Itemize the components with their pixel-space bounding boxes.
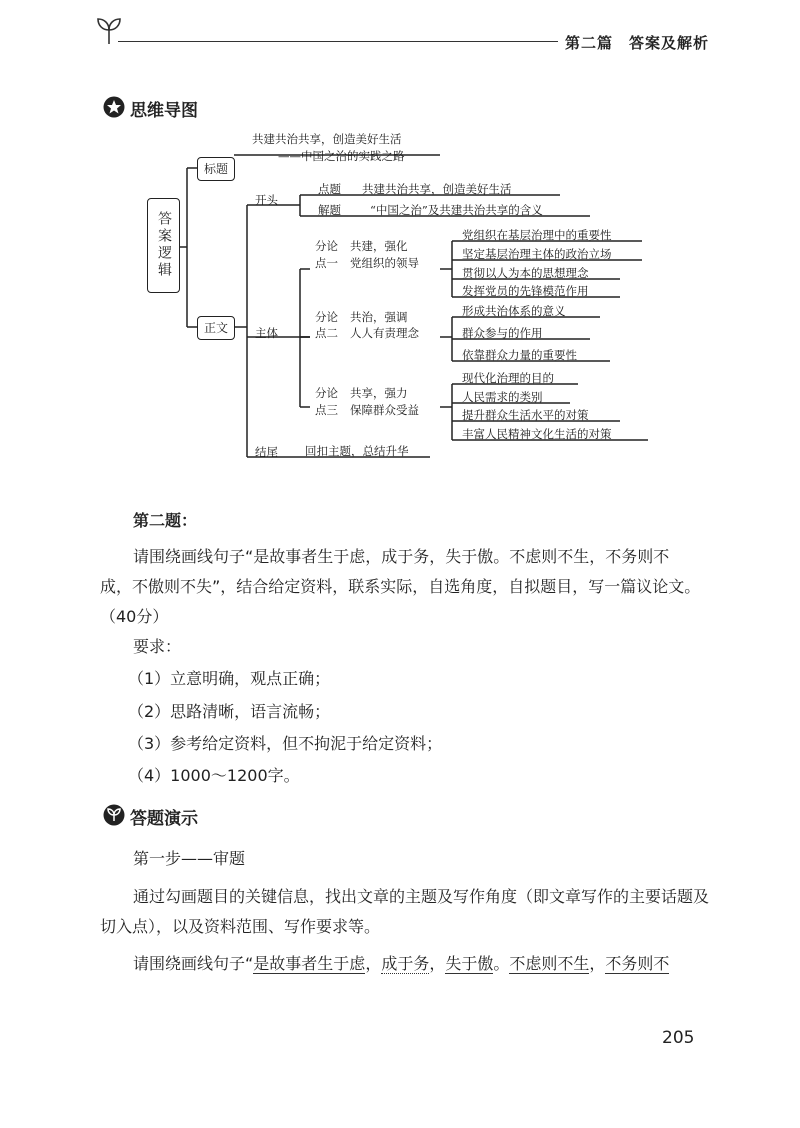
- mindmap-point3-tag1: 分论: [315, 386, 338, 400]
- mindmap-point2-line1: 共治，强调: [350, 310, 408, 324]
- mindmap-title-line2: ——中国之治的实践之路: [278, 149, 405, 163]
- mindmap-point2-tag2: 点二: [315, 326, 338, 340]
- mindmap-point3-item: 人民需求的类别: [462, 390, 543, 404]
- mindmap-opening-tag-1: 点题: [318, 182, 341, 196]
- mindmap-point3-line2: 保障群众受益: [350, 403, 419, 417]
- mindmap-point3-tag2: 点三: [315, 403, 338, 417]
- requirement-item: （3）参考给定资料，但不拘泥于给定资料；: [128, 734, 443, 753]
- mindmap-point1-item: 党组织在基层治理中的重要性: [462, 228, 612, 242]
- requirement-item: （4）1000～1200字。: [128, 766, 300, 785]
- mindmap-root-box: [147, 198, 180, 293]
- mindmap-opening-tag-2: 解题: [318, 203, 341, 217]
- mindmap-point1-line2: 党组织的领导: [350, 256, 419, 270]
- mindmap-title-line1: 共建共治共享，创造美好生活: [252, 132, 402, 146]
- underlined-phrase: 是故事者生于虑: [253, 954, 366, 973]
- question-label: 第二题：: [133, 511, 198, 530]
- mindmap-point1-tag1: 分论: [315, 239, 338, 253]
- demo-step1: 第一步——审题: [133, 849, 246, 868]
- underlined-phrase: 不虑则不生: [509, 954, 590, 973]
- underlined-phrase: 不务则不: [605, 954, 670, 973]
- mindmap-heading: 思维导图: [130, 101, 198, 121]
- mindmap-main-label: 主体: [255, 326, 278, 340]
- sentence-punct: ，: [589, 954, 606, 973]
- header-section-title: 第二篇 答案及解析: [565, 34, 710, 52]
- mindmap-point2-item: 形成共治体系的意义: [462, 304, 566, 318]
- mindmap-body-box: 正文: [197, 316, 235, 340]
- underlined-phrase: 失于傲: [445, 954, 494, 973]
- mindmap-point1-item: 发挥党员的先锋模范作用: [462, 284, 589, 298]
- mindmap-point1-item: 坚定基层治理主体的政治立场: [462, 247, 612, 261]
- sentence-punct: 。: [493, 954, 510, 973]
- demo-heading: 答题演示: [130, 809, 198, 829]
- requirement-item: （2）思路清晰，语言流畅；: [128, 702, 331, 721]
- demo-para-line1: 通过勾画题目的关键信息，找出文章的主题及写作角度（即文章写作的主要话题及: [133, 887, 710, 906]
- mindmap-point2-line2: 人人有责理念: [350, 326, 419, 340]
- mindmap-opening-text-1: 共建共治共享，创造美好生活: [362, 182, 512, 196]
- mindmap-point2-tag1: 分论: [315, 310, 338, 324]
- mindmap-point3-item: 丰富人民精神文化生活的对策: [462, 427, 612, 441]
- demo-para-line2: 切入点），以及资料范围、写作要求等。: [100, 917, 381, 936]
- mindmap-ending-text: 回扣主题，总结升华: [305, 444, 409, 458]
- question-line1: 请围绕画线句子“是故事者生于虑，成于务，失于傲。不虑则不生，不务则不: [133, 547, 670, 566]
- mindmap-title-box: 标题: [197, 157, 235, 181]
- mindmap-root-label: 答案逻辑: [156, 211, 172, 279]
- mindmap-point3-line1: 共享，强力: [350, 386, 408, 400]
- requirements-label: 要求：: [133, 637, 182, 656]
- mindmap-point2-item: 依靠群众力量的重要性: [462, 348, 577, 362]
- sentence-lead: 请围绕画线句子“: [133, 954, 254, 973]
- mindmap-point1-tag2: 点一: [315, 256, 338, 270]
- mindmap-point1-item: 贯彻以人为本的思想理念: [462, 266, 589, 280]
- sentence-punct: ，: [429, 954, 446, 973]
- mindmap-point2-item: 群众参与的作用: [462, 326, 543, 340]
- mindmap-opening-label: 开头: [255, 193, 278, 207]
- underlined-phrase: 成于务: [381, 954, 430, 973]
- mindmap-point3-item: 提升群众生活水平的对策: [462, 408, 589, 422]
- sentence-punct: ，: [365, 954, 382, 973]
- mindmap-point3-item: 现代化治理的目的: [462, 371, 554, 385]
- question-line2: 成，不傲则不失”，结合给定资料，联系实际，自选角度，自拟题目，写一篇议论文。: [100, 577, 701, 596]
- mindmap-opening-text-2: “中国之治”及共建共治共享的含义: [370, 203, 543, 217]
- requirement-item: （1）立意明确，观点正确；: [128, 669, 331, 688]
- leaf-icon: [103, 804, 125, 826]
- demo-underlined-sentence: [133, 951, 669, 977]
- page-number: 205: [662, 1028, 695, 1048]
- question-line3: （40分）: [100, 607, 169, 626]
- mindmap-ending-label: 结尾: [255, 445, 278, 459]
- mindmap-point1-line1: 共建，强化: [350, 239, 408, 253]
